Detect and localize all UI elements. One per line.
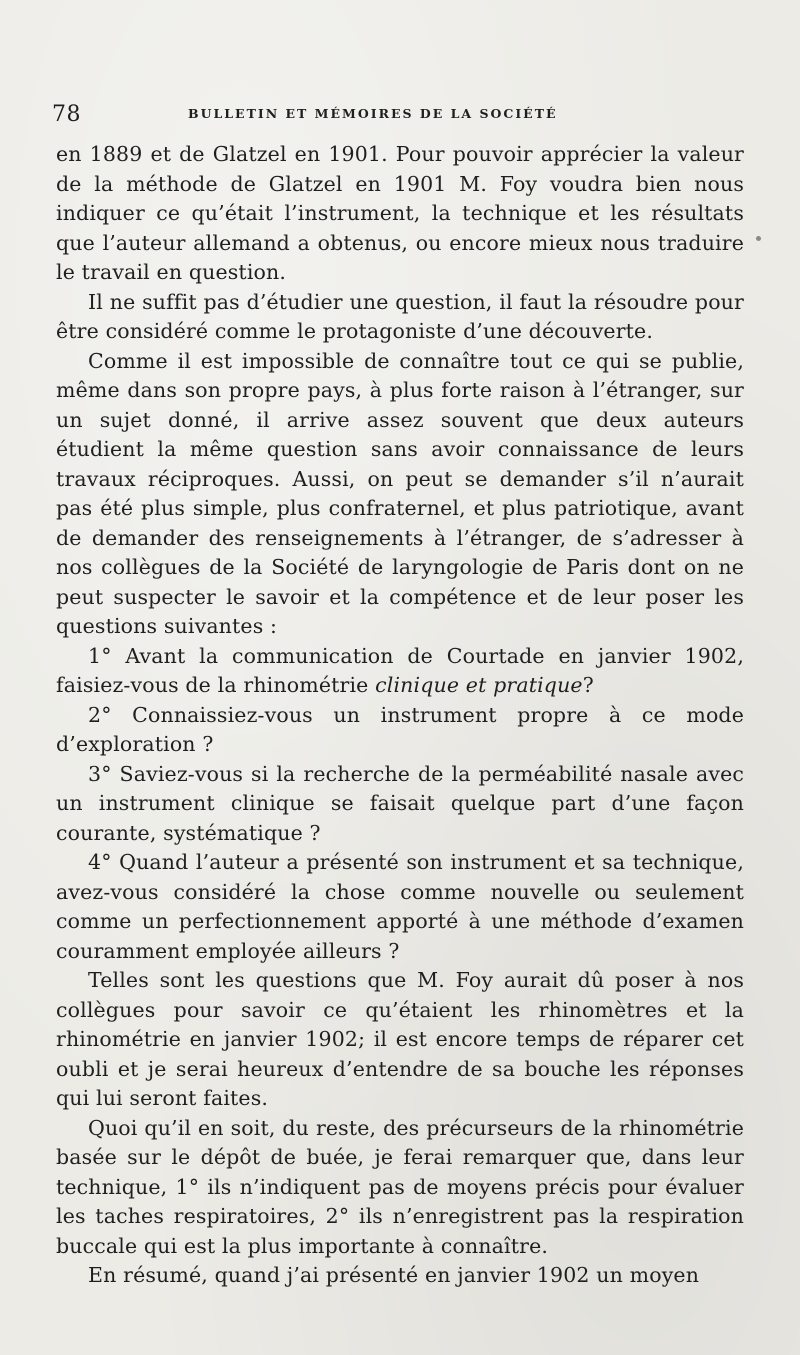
- page-header: [52, 100, 752, 132]
- margin-speck: [756, 236, 761, 241]
- question-1-text: 1° Avant la communication de Courtade en janvier 1902, faisiez-vous de la rhinométrie: [56, 643, 744, 697]
- running-head: BULLETIN ET MÉMOIRES DE LA SOCIÉTÉ: [188, 106, 558, 121]
- body-text: [56, 140, 744, 1291]
- page-number: 78: [52, 102, 81, 127]
- paragraph: Telles sont les questions que M. Foy aurait dû poser à nos collègues pour savoir ce qu’étaient les rhinomètres et la rhinométrie en janvier 1902; il est encore temps de réparer cet oubli et je serai heureux d’entendre de sa bouche les réponses qui lui seront faites.: [56, 968, 744, 1110]
- question-1-end: ?: [582, 673, 594, 697]
- question-3: 3° Saviez-vous si la recherche de la perméabilité nasale avec un instrument clinique se faisait quelque part d’une façon courante, systématique ?: [56, 761, 744, 845]
- paragraph: en 1889 et de Glatzel en 1901. Pour pouvoir apprécier la valeur de la méthode de Glatzel en 1901 M. Foy voudra bien nous indiquer ce qu’était l’instrument, la technique et les résultats que l’auteur allemand a obtenus, ou encore mieux nous traduire le travail en question.: [56, 142, 744, 284]
- question-1: [56, 642, 744, 701]
- paragraph: Il ne suffit pas d’étudier une question, il faut la résoudre pour être considéré comme le protagoniste d’une découverte.: [56, 289, 744, 343]
- question-1-emphasis: clinique et pratique: [375, 673, 583, 697]
- question-4: 4° Quand l’auteur a présenté son instrument et sa technique, avez-vous considéré la chose comme nouvelle ou seulement comme un perfectionnement apporté à une méthode d’examen couramment employée ailleurs ?: [56, 850, 744, 963]
- paragraph: Comme il est impossible de connaître tout ce qui se publie, même dans son propre pays, à plus forte raison à l’étranger, sur un sujet donné, il arrive assez souvent que deux auteurs étudient la même question sans avoir connaissance de leurs travaux réciproques. Aussi, on peut se demander s’il n’aurait pas été plus simple, plus confraternel, et plus patriotique, avant de demander des renseignements à l’étranger, de s’adresser à nos collègues de la Société de laryngologie de Paris dont on ne peut suspecter le savoir et la compétence et de leur poser les questions suivantes :: [56, 348, 744, 638]
- paragraph: Quoi qu’il en soit, du reste, des précurseurs de la rhinométrie basée sur le dépôt de buée, je ferai remarquer que, dans leur technique, 1° ils n’indiquent pas de moyens précis pour évaluer les taches respiratoires, 2° ils n’enregistrent pas la respiration buccale qui est la plus importante à connaître.: [56, 1115, 744, 1258]
- paragraph: En résumé, quand j’ai présenté en janvier 1902 un moyen: [88, 1263, 700, 1287]
- question-2: 2° Connaissiez-vous un instrument propre à ce mode d’exploration ?: [56, 702, 744, 756]
